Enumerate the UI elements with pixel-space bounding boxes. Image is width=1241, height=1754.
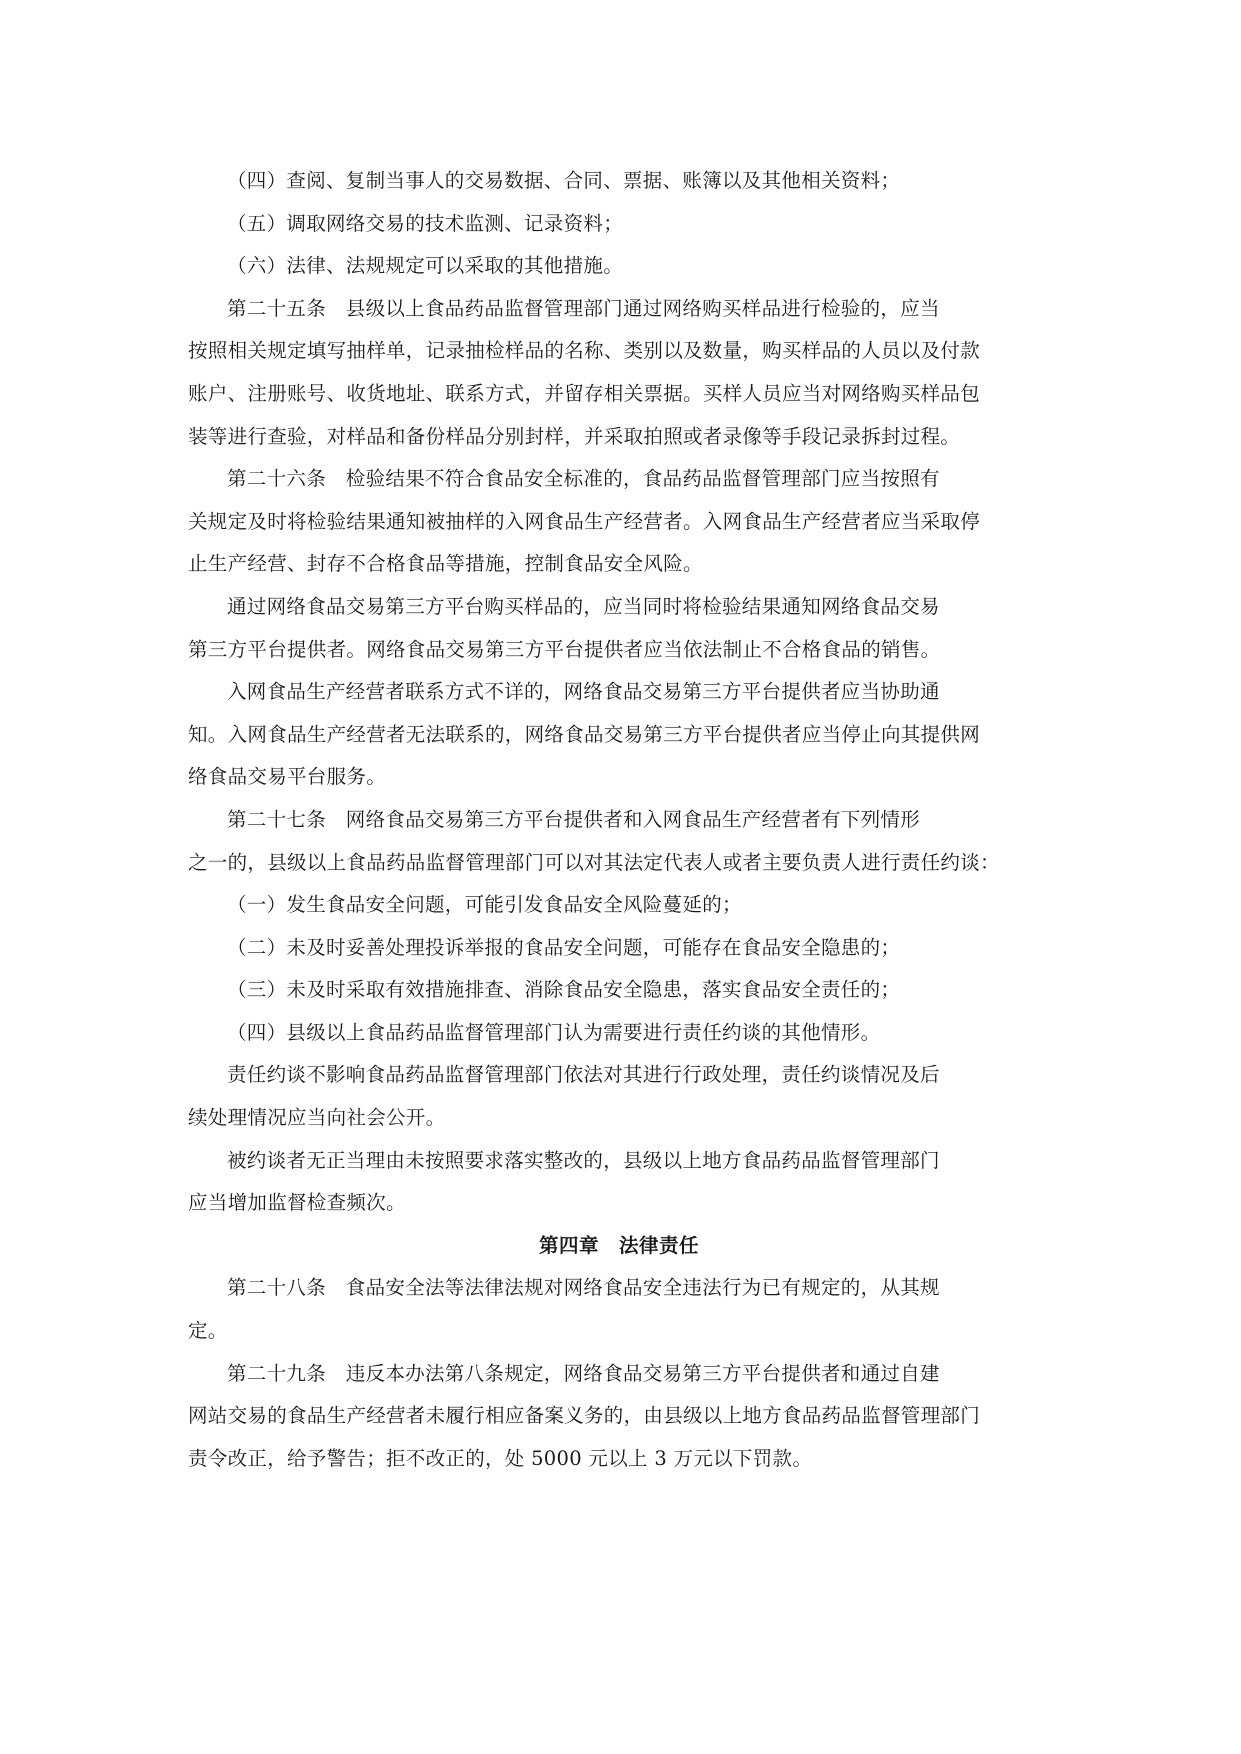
text-line: 按照相关规定填写抽样单，记录抽检样品的名称、类别以及数量，购买样品的人员以及付款 [188,339,981,363]
text-line: 应当增加监督检查频次。 [188,1191,406,1215]
paragraph [188,1140,1050,1225]
chapter-heading: 第四章 法律责任 [538,1233,699,1257]
paragraph [188,671,1050,799]
text-line: 之一的，县级以上食品药品监督管理部门可以对其法定代表人或者主要负责人进行责任约谈： [188,850,1000,874]
text-line: 网站交易的食品生产经营者未履行相应备案义务的，由县级以上地方食品药品监督管理部门 [188,1404,981,1428]
text-line: 账户、注册账号、收货地址、联系方式，并留存相关票据。买样人员应当对网络购买样品包 [188,381,981,405]
text-line: 续处理情况应当向社会公开。 [188,1106,446,1130]
text-line: 定。 [188,1319,228,1343]
text-line: 止生产经营、封存不合格食品等措施，控制食品安全风险。 [188,552,703,576]
text-line: （六）法律、法规规定可以采取的其他措施。 [227,254,624,278]
paragraph [188,884,1050,927]
text-line: 第二十七条 网络食品交易第三方平台提供者和入网食品生产经营者有下列情形 [227,807,921,831]
text-line: 络食品交易平台服务。 [188,765,387,789]
text-line: （一）发生食品安全问题，可能引发食品安全风险蔓延的； [227,893,742,917]
text-line: 责任约谈不影响食品药品监督管理部门依法对其进行行政处理，责任约谈情况及后 [227,1063,940,1087]
paragraph [188,288,1050,458]
text-line: 被约谈者无正当理由未按照要求落实整改的，县级以上地方食品药品监督管理部门 [227,1148,940,1172]
text-line: （五）调取网络交易的技术监测、记录资料； [227,211,624,235]
text-line: 通过网络食品交易第三方平台购买样品的，应当同时将检验结果通知网络食品交易 [227,594,940,618]
text-line: （四）查阅、复制当事人的交易数据、合同、票据、账簿以及其他相关资料； [227,169,901,192]
paragraph [188,927,1050,970]
text-line: 责令改正，给予警告；拒不改正的，处 5000 元以上 3 万元以下罚款。 [188,1446,813,1470]
document-page [188,160,1050,1480]
text-line: 知。入网食品生产经营者无法联系的，网络食品交易第三方平台提供者应当停止向其提供网 [188,722,981,746]
text-line: （二）未及时妥善处理投诉举报的食品安全问题，可能存在食品安全隐患的； [227,935,901,959]
paragraph [188,1054,1050,1139]
paragraph [188,969,1050,1012]
text-line: （三）未及时采取有效措施排查、消除食品安全隐患，落实食品安全责任的； [227,978,901,1002]
text-line: 第二十九条 违反本办法第八条规定，网络食品交易第三方平台提供者和通过自建 [227,1361,940,1385]
paragraph [188,1012,1050,1055]
text-line: 第二十八条 食品安全法等法律法规对网络食品安全违法行为已有规定的，从其规 [227,1276,940,1300]
paragraph [188,799,1050,884]
paragraph [188,458,1050,586]
text-line: 第二十六条 检验结果不符合食品安全标准的，食品药品监督管理部门应当按照有 [227,467,940,491]
paragraph [188,245,1050,288]
paragraph [188,1353,1050,1481]
text-line: 第二十五条 县级以上食品药品监督管理部门通过网络购买样品进行检验的，应当 [227,296,940,320]
body-text-after-heading [188,1267,1050,1480]
text-line: 入网食品生产经营者联系方式不详的，网络食品交易第三方平台提供者应当协助通 [227,680,940,704]
text-line: 关规定及时将检验结果通知被抽样的入网食品生产经营者。入网食品生产经营者应当采取停 [188,509,981,533]
text-line: 第三方平台提供者。网络食品交易第三方平台提供者应当依法制止不合格食品的销售。 [188,637,941,661]
paragraph [188,160,1050,203]
text-line: （四）县级以上食品药品监督管理部门认为需要进行责任约谈的其他情形。 [227,1020,881,1044]
body-text-before-heading [188,160,1050,1225]
paragraph [188,586,1050,671]
paragraph [188,1267,1050,1352]
text-line: 装等进行查验，对样品和备份样品分别封样，并采取拍照或者录像等手段记录拆封过程。 [188,424,961,448]
paragraph [188,203,1050,246]
